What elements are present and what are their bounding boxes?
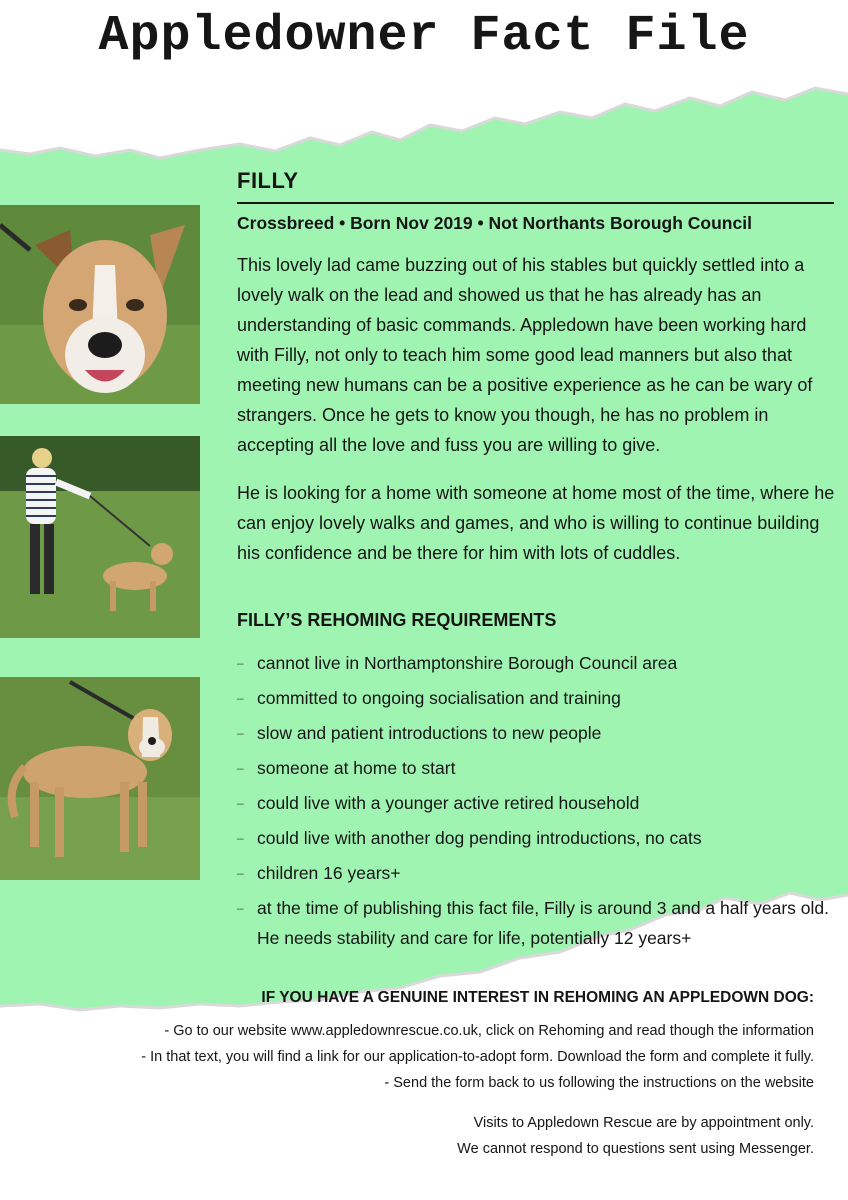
rehoming-steps	[141, 1018, 814, 1096]
description-paragraph: This lovely lad came buzzing out of his stables but quickly settled into a lovely walk on the lead and showed us that he has already has an understanding of basic commands. Appledown have been working hard with Filly, not only to teach him some good lead manners but also that meeting new humans can be a positive experience as he can be wary of strangers. Once he gets to know you though, he has no problem in accepting all the love and fuss you are willing to give.	[237, 255, 813, 455]
list-item	[237, 718, 837, 748]
list-item	[237, 648, 837, 678]
list-item	[237, 788, 837, 818]
rehoming-step: - Send the form back to us following the instructions on the website	[384, 1075, 814, 1091]
requirement-text: slow and patient introductions to new people	[257, 723, 602, 743]
home-needs-paragraph: He is looking for a home with someone at home most of the time, where he can enjoy lovely walks and games, and who is willing to continue building his confidence and be there for him with lots of cuddles.	[237, 483, 835, 563]
requirement-text: someone at home to start	[257, 758, 456, 778]
requirement-text: cannot live in Northamptonshire Borough Council area	[257, 653, 678, 673]
dash-bullet-icon: –	[237, 796, 244, 810]
requirements-list	[237, 648, 837, 958]
dog-walk-photo	[0, 436, 200, 638]
appointment-note: Visits to Appledown Rescue are by appointment only.	[473, 1115, 814, 1131]
requirement-text: children 16 years+	[257, 863, 401, 883]
list-item	[237, 753, 837, 783]
requirements-heading: FILLY’S REHOMING REQUIREMENTS	[237, 610, 557, 630]
dash-bullet-icon: –	[237, 761, 244, 775]
list-item	[237, 893, 837, 953]
requirement-text: could live with a younger active retired household	[257, 793, 640, 813]
dog-portrait-photo	[0, 205, 200, 404]
requirement-text: at the time of publishing this fact file, Filly is around 3 and a half years old. He needs stability and care for life, potentially 12 years+	[257, 898, 829, 948]
title-divider	[237, 202, 834, 204]
messenger-note: We cannot respond to questions sent using Messenger.	[457, 1141, 814, 1157]
rehoming-step: - Go to our website www.appledownrescue.co.uk, click on Rehoming and read though the information	[164, 1023, 814, 1039]
rehoming-step: - In that text, you will find a link for our application-to-adopt form. Download the form and complete it fully.	[141, 1049, 814, 1065]
list-item	[237, 858, 837, 888]
dog-name: FILLY	[237, 168, 299, 193]
dash-bullet-icon: –	[237, 866, 244, 880]
rehoming-interest-heading: IF YOU HAVE A GENUINE INTEREST IN REHOMING AN APPLEDOWN DOG:	[261, 989, 814, 1006]
dash-bullet-icon: –	[237, 726, 244, 740]
dog-standing-photo	[0, 677, 200, 880]
dash-bullet-icon: –	[237, 831, 244, 845]
page-title: Appledowner Fact File	[98, 8, 750, 65]
visit-notes	[457, 1110, 814, 1162]
requirement-text: could live with another dog pending introductions, no cats	[257, 828, 702, 848]
dash-bullet-icon: –	[237, 901, 244, 915]
dash-bullet-icon: –	[237, 691, 244, 705]
requirement-text: committed to ongoing socialisation and training	[257, 688, 621, 708]
list-item	[237, 823, 837, 853]
list-item	[237, 683, 837, 713]
dog-details: Crossbreed • Born Nov 2019 • Not Northants Borough Council	[237, 213, 752, 233]
dash-bullet-icon: –	[237, 656, 244, 670]
